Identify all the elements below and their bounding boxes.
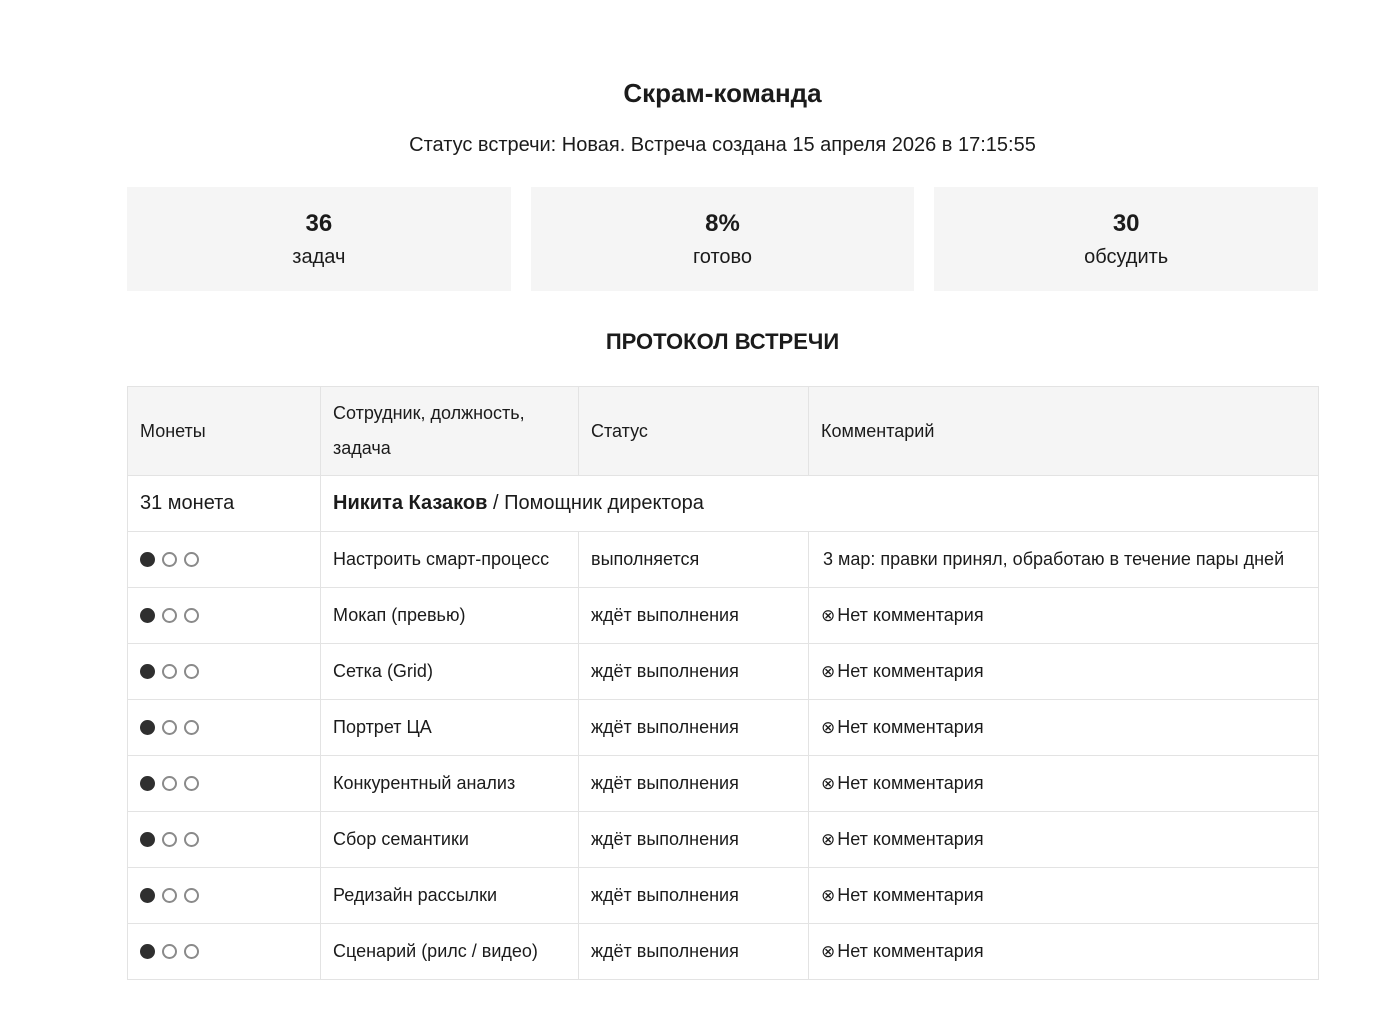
coin-indicator bbox=[140, 661, 206, 681]
task-row bbox=[128, 644, 1319, 700]
stat-card-done bbox=[531, 187, 915, 291]
no-comment-icon: ⊗ bbox=[821, 942, 836, 961]
coin-indicator bbox=[140, 941, 206, 961]
coins-cell bbox=[128, 924, 321, 980]
stat-label-discuss: обсудить bbox=[1084, 245, 1169, 268]
coin-indicator bbox=[140, 829, 206, 849]
coin-empty-icon bbox=[184, 552, 199, 567]
coin-indicator bbox=[140, 773, 206, 793]
stat-label-done: готово bbox=[692, 245, 753, 268]
task-cell: Настроить смарт-процесс bbox=[321, 532, 579, 588]
coins-cell bbox=[128, 644, 321, 700]
stat-value-tasks: 36 bbox=[305, 209, 333, 237]
comment-cell bbox=[809, 812, 1319, 868]
coin-empty-icon bbox=[184, 776, 199, 791]
coin-empty-icon bbox=[162, 944, 177, 959]
comment-cell bbox=[809, 532, 1319, 588]
coins-cell bbox=[128, 588, 321, 644]
comment-text: Нет комментария bbox=[837, 661, 984, 681]
task-row bbox=[128, 532, 1319, 588]
coin-filled-icon bbox=[140, 944, 155, 959]
comment-text: Нет комментария bbox=[837, 717, 984, 737]
coin-indicator bbox=[140, 605, 206, 625]
member-name: Никита Казаков bbox=[333, 492, 488, 514]
coins-cell bbox=[128, 868, 321, 924]
status-cell: ждёт выполнения bbox=[579, 924, 809, 980]
stat-label-tasks: задач bbox=[292, 245, 346, 268]
status-cell: ждёт выполнения bbox=[579, 868, 809, 924]
coin-filled-icon bbox=[140, 664, 155, 679]
comment-cell bbox=[809, 700, 1319, 756]
no-comment-icon: ⊗ bbox=[821, 886, 836, 905]
stat-value-discuss: 30 bbox=[1112, 209, 1140, 237]
task-cell: Сетка (Grid) bbox=[321, 644, 579, 700]
coins-cell bbox=[128, 700, 321, 756]
stat-card-discuss bbox=[934, 187, 1318, 291]
comment-text: Нет комментария bbox=[837, 829, 984, 849]
coin-empty-icon bbox=[162, 832, 177, 847]
coin-empty-icon bbox=[162, 720, 177, 735]
comment-text: Нет комментария bbox=[837, 605, 984, 625]
status-cell: ждёт выполнения bbox=[579, 644, 809, 700]
task-cell: Редизайн рассылки bbox=[321, 868, 579, 924]
coin-empty-icon bbox=[162, 552, 177, 567]
comment-text: Нет комментария bbox=[837, 941, 984, 961]
member-coins-total: 31 монета bbox=[128, 476, 321, 532]
comment-cell bbox=[809, 756, 1319, 812]
coin-empty-icon bbox=[184, 832, 199, 847]
status-cell: ждёт выполнения bbox=[579, 700, 809, 756]
stat-card-tasks bbox=[127, 187, 511, 291]
task-row bbox=[128, 868, 1319, 924]
coin-filled-icon bbox=[140, 608, 155, 623]
status-cell: ждёт выполнения bbox=[579, 756, 809, 812]
coin-empty-icon bbox=[184, 944, 199, 959]
coin-empty-icon bbox=[162, 776, 177, 791]
comment-text: 3 мар: правки принял, обработаю в течение пары дней bbox=[823, 549, 1285, 569]
coins-cell bbox=[128, 756, 321, 812]
no-comment-icon: ⊗ bbox=[821, 774, 836, 793]
protocol-heading: ПРОТОКОЛ ВСТРЕЧИ bbox=[605, 329, 840, 354]
coin-filled-icon bbox=[140, 720, 155, 735]
coin-indicator bbox=[140, 549, 206, 569]
task-cell: Сбор семантики bbox=[321, 812, 579, 868]
coin-empty-icon bbox=[162, 664, 177, 679]
task-cell: Портрет ЦА bbox=[321, 700, 579, 756]
status-cell: выполняется bbox=[579, 532, 809, 588]
member-separator: / bbox=[492, 492, 499, 514]
report-container bbox=[127, 0, 1318, 980]
table-header-row bbox=[128, 387, 1319, 476]
no-comment-icon: ⊗ bbox=[821, 718, 836, 737]
member-role: Помощник директора bbox=[504, 492, 704, 514]
status-cell: ждёт выполнения bbox=[579, 812, 809, 868]
task-cell: Сценарий (рилс / видео) bbox=[321, 924, 579, 980]
coin-filled-icon bbox=[140, 888, 155, 903]
comment-cell bbox=[809, 644, 1319, 700]
column-header-status: Статус bbox=[579, 387, 809, 476]
member-row bbox=[128, 476, 1319, 532]
coins-cell bbox=[128, 532, 321, 588]
coin-filled-icon bbox=[140, 832, 155, 847]
coin-indicator bbox=[140, 885, 206, 905]
coin-filled-icon bbox=[140, 552, 155, 567]
coin-empty-icon bbox=[184, 888, 199, 903]
comment-text: Нет комментария bbox=[837, 773, 984, 793]
coin-filled-icon bbox=[140, 776, 155, 791]
column-header-coins: Монеты bbox=[128, 387, 321, 476]
comment-text: Нет комментария bbox=[837, 885, 984, 905]
task-cell: Мокап (превью) bbox=[321, 588, 579, 644]
task-row bbox=[128, 588, 1319, 644]
meeting-status-line: Статус встречи: Новая. Встреча создана 15 апреля 2026 в 17:15:55 bbox=[409, 134, 1036, 156]
member-cell bbox=[321, 476, 1319, 532]
coin-empty-icon bbox=[184, 664, 199, 679]
comment-cell bbox=[809, 588, 1319, 644]
task-row bbox=[128, 756, 1319, 812]
coin-empty-icon bbox=[184, 720, 199, 735]
task-row bbox=[128, 812, 1319, 868]
no-comment-icon: ⊗ bbox=[821, 662, 836, 681]
status-cell: ждёт выполнения bbox=[579, 588, 809, 644]
stats-row bbox=[127, 187, 1318, 291]
task-cell: Конкурентный анализ bbox=[321, 756, 579, 812]
coins-cell bbox=[128, 812, 321, 868]
column-header-employee: Сотрудник, должность, задача bbox=[321, 387, 579, 476]
coin-empty-icon bbox=[162, 888, 177, 903]
column-header-comment: Комментарий bbox=[809, 387, 1319, 476]
no-comment-icon: ⊗ bbox=[821, 830, 836, 849]
task-row bbox=[128, 924, 1319, 980]
protocol-table bbox=[127, 386, 1319, 980]
stat-value-done: 8% bbox=[705, 209, 740, 237]
comment-cell bbox=[809, 868, 1319, 924]
page-title: Скрам-команда bbox=[623, 78, 822, 108]
task-row bbox=[128, 700, 1319, 756]
coin-indicator bbox=[140, 717, 206, 737]
no-comment-icon: ⊗ bbox=[821, 606, 836, 625]
coin-empty-icon bbox=[184, 608, 199, 623]
comment-cell bbox=[809, 924, 1319, 980]
coin-empty-icon bbox=[162, 608, 177, 623]
